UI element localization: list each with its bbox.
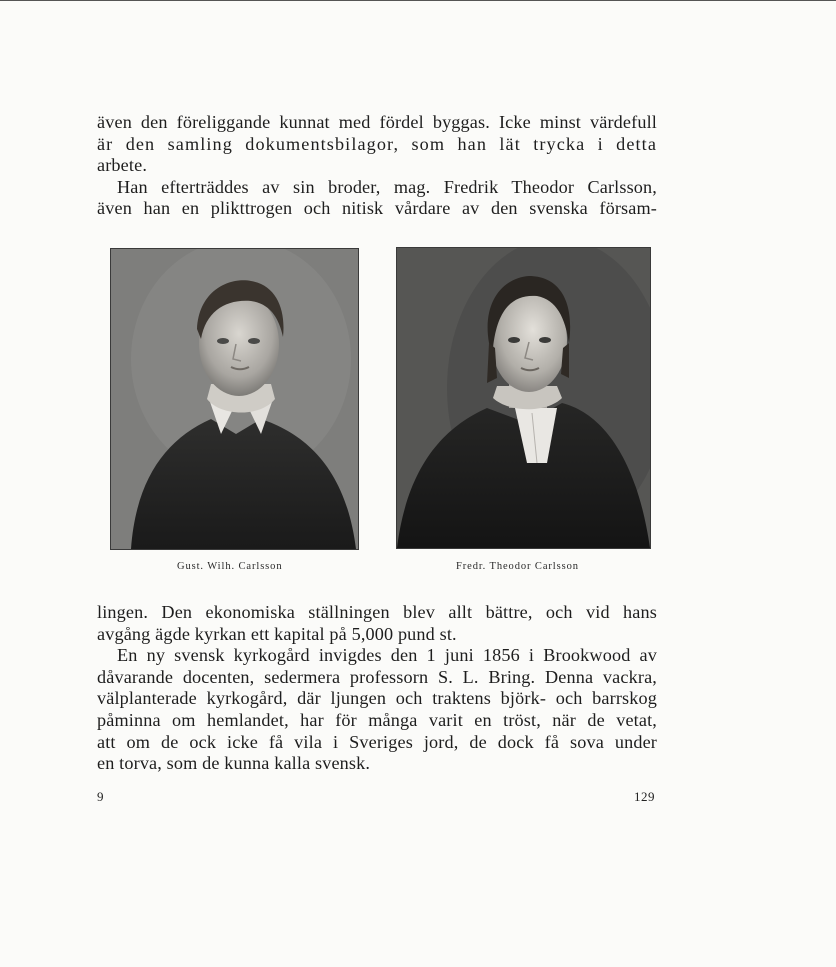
portrait-image-left — [111, 249, 358, 549]
text-line: välplanterade kyrkogård, där ljungen och traktens björk- och barrskog — [97, 688, 657, 709]
portrait-image-right — [397, 248, 650, 548]
text-line: En ny svensk kyrkogård invigdes den 1 juni 1856 i Brookwood av — [117, 645, 657, 666]
text-line: en torva, som de kunna kalla svensk. — [97, 753, 371, 774]
body-text-top — [97, 112, 657, 220]
text-line: arbete. — [97, 155, 148, 176]
text-line: dåvarande docenten, sedermera professorn S. L. Bring. Denna vackra, — [97, 666, 657, 687]
text-line: avgång ägde kyrkan ett kapital på 5,000 pund st. — [97, 623, 457, 644]
text-line: är den samling dokumentsbilagor, som han lät trycka i detta — [97, 133, 657, 154]
page-top-edge — [0, 0, 836, 1]
portrait-caption-right: Fredr. Theodor Carlsson — [456, 561, 579, 572]
portrait-gust-wilh-carlsson — [110, 248, 359, 550]
text-line: även han en plikttrogen och nitisk vårdare av den svenska försam- — [97, 198, 657, 219]
text-line: lingen. Den ekonomiska ställningen blev allt bättre, och vid hans — [97, 602, 657, 622]
text-line: påminna om hemlandet, har för många varit en tröst, när de vetat, — [97, 709, 657, 730]
text-line: att om de ock icke få vila i Sveriges jord, de dock få sova under — [97, 731, 657, 752]
portrait-fredr-theodor-carlsson — [396, 247, 651, 549]
portrait-caption-left: Gust. Wilh. Carlsson — [177, 561, 283, 572]
text-line: även den föreliggande kunnat med fördel byggas. Icke minst värdefull — [97, 112, 657, 132]
text-line: Han efterträddes av sin broder, mag. Fredrik Theodor Carlsson, — [117, 176, 657, 197]
page-number: 129 — [634, 789, 655, 804]
signature-mark: 9 — [97, 789, 104, 804]
body-text-bottom — [97, 602, 657, 775]
